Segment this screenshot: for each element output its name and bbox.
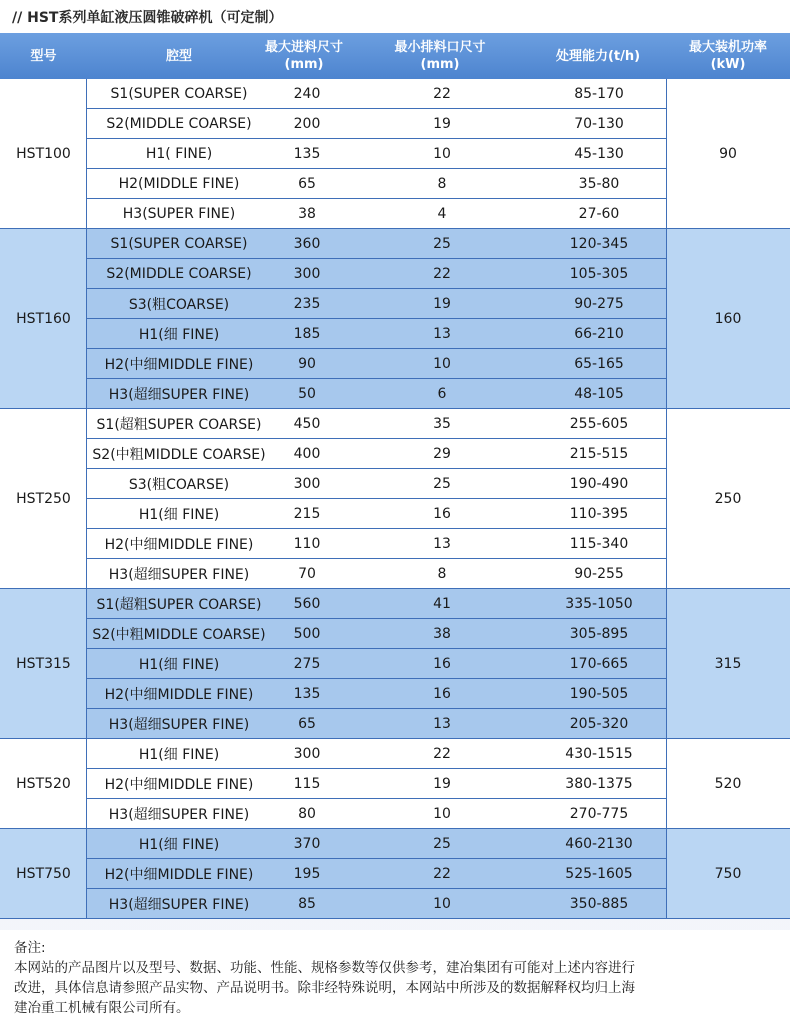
feed-size-cell: 80 bbox=[298, 806, 316, 822]
table-row bbox=[87, 559, 666, 589]
table-row bbox=[87, 889, 666, 919]
header-power-line2: (kW) bbox=[710, 57, 746, 72]
cavity-cell: H2(中细MIDDLE FINE) bbox=[104, 867, 254, 883]
header-model: 型号 bbox=[30, 48, 57, 64]
table-row bbox=[87, 229, 666, 259]
discharge-size-cell: 22 bbox=[433, 266, 451, 282]
capacity-cell: 430-1515 bbox=[565, 746, 633, 762]
feed-size-cell: 560 bbox=[293, 596, 321, 612]
capacity-cell: 45-130 bbox=[574, 146, 624, 162]
capacity-cell: 205-320 bbox=[569, 716, 629, 732]
table-row bbox=[87, 679, 666, 709]
power-value: 315 bbox=[714, 656, 742, 672]
header-power-line1: 最大装机功率 bbox=[688, 40, 767, 55]
cavity-cell: H1(细 FINE) bbox=[138, 657, 220, 673]
cavity-rows bbox=[87, 829, 666, 919]
feed-size-cell: 300 bbox=[293, 476, 321, 492]
discharge-size-cell: 10 bbox=[433, 896, 451, 912]
table-header bbox=[0, 33, 790, 79]
feed-size-cell: 70 bbox=[298, 566, 316, 582]
cavity-cell: S1(超粗SUPER COARSE) bbox=[96, 417, 262, 433]
group-divider bbox=[0, 918, 790, 919]
cavity-cell: H1(细 FINE) bbox=[138, 747, 220, 763]
feed-size-cell: 38 bbox=[298, 206, 316, 222]
table-row bbox=[87, 349, 666, 379]
model-name: HST750 bbox=[16, 866, 71, 882]
header-feed-line2: (mm) bbox=[284, 57, 324, 72]
feed-size-cell: 135 bbox=[293, 146, 321, 162]
model-name: HST520 bbox=[16, 776, 71, 792]
model-group bbox=[0, 829, 790, 919]
feed-size-cell: 215 bbox=[293, 506, 321, 522]
discharge-size-cell: 10 bbox=[433, 356, 451, 372]
table-row bbox=[87, 739, 666, 769]
capacity-cell: 35-80 bbox=[578, 176, 620, 192]
power-value: 520 bbox=[714, 776, 742, 792]
feed-size-cell: 300 bbox=[293, 266, 321, 282]
table-row bbox=[87, 799, 666, 829]
table-row bbox=[87, 589, 666, 619]
note-line-3: 建冶重工机械有限公司所有。 bbox=[14, 1000, 190, 1016]
note-line-1: 本网站的产品图片以及型号、数据、功能、性能、规格参数等仅供参考，建冶集团有可能对上述内容进行 bbox=[14, 960, 635, 976]
feed-size-cell: 50 bbox=[298, 386, 316, 402]
feed-size-cell: 240 bbox=[293, 86, 321, 102]
capacity-cell: 110-395 bbox=[569, 506, 629, 522]
cavity-cell: S1(SUPER COARSE) bbox=[110, 236, 248, 252]
header-feed-line1: 最大进料尺寸 bbox=[264, 40, 343, 55]
capacity-cell: 170-665 bbox=[569, 656, 629, 672]
cavity-cell: H2(MIDDLE FINE) bbox=[118, 176, 240, 192]
capacity-cell: 460-2130 bbox=[565, 836, 633, 852]
cavity-cell: H3(SUPER FINE) bbox=[122, 206, 236, 222]
capacity-cell: 105-305 bbox=[569, 266, 629, 282]
capacity-cell: 65-165 bbox=[574, 356, 624, 372]
feed-size-cell: 275 bbox=[293, 656, 321, 672]
feed-size-cell: 500 bbox=[293, 626, 321, 642]
cavity-cell: S2(中粗MIDDLE COARSE) bbox=[92, 627, 266, 643]
table-row bbox=[87, 109, 666, 139]
feed-size-cell: 370 bbox=[293, 836, 321, 852]
note-label: 备注: bbox=[14, 940, 46, 956]
model-group bbox=[0, 229, 790, 409]
discharge-size-cell: 19 bbox=[433, 776, 451, 792]
feed-size-cell: 110 bbox=[293, 536, 321, 552]
discharge-size-cell: 19 bbox=[433, 116, 451, 132]
header-feed-size bbox=[236, 33, 372, 79]
discharge-size-cell: 35 bbox=[433, 416, 451, 432]
capacity-cell: 120-345 bbox=[569, 236, 629, 252]
cavity-cell: S2(MIDDLE COARSE) bbox=[106, 266, 252, 282]
discharge-size-cell: 8 bbox=[437, 176, 447, 192]
feed-size-cell: 185 bbox=[293, 326, 321, 342]
capacity-cell: 305-895 bbox=[569, 626, 629, 642]
discharge-size-cell: 10 bbox=[433, 806, 451, 822]
capacity-cell: 270-775 bbox=[569, 806, 629, 822]
cavity-cell: H1(细 FINE) bbox=[138, 327, 220, 343]
discharge-size-cell: 22 bbox=[433, 746, 451, 762]
table-row bbox=[87, 859, 666, 889]
model-name: HST160 bbox=[16, 311, 71, 327]
capacity-cell: 255-605 bbox=[569, 416, 629, 432]
capacity-cell: 85-170 bbox=[574, 86, 624, 102]
cavity-rows bbox=[87, 229, 666, 409]
cavity-cell: H2(中细MIDDLE FINE) bbox=[104, 687, 254, 703]
capacity-cell: 66-210 bbox=[574, 326, 624, 342]
capacity-cell: 70-130 bbox=[574, 116, 624, 132]
discharge-size-cell: 25 bbox=[433, 836, 451, 852]
page-title: // HST系列单缸液压圆锥破碎机（可定制） bbox=[0, 0, 790, 33]
capacity-cell: 380-1375 bbox=[565, 776, 633, 792]
cavity-rows bbox=[87, 589, 666, 739]
feed-size-cell: 200 bbox=[293, 116, 321, 132]
cavity-cell: H2(中细MIDDLE FINE) bbox=[104, 537, 254, 553]
capacity-cell: 90-275 bbox=[574, 296, 624, 312]
cavity-cell: H1( FINE) bbox=[145, 146, 213, 162]
cavity-cell: H3(超细SUPER FINE) bbox=[108, 897, 250, 913]
capacity-cell: 90-255 bbox=[574, 566, 624, 582]
discharge-size-cell: 13 bbox=[433, 326, 451, 342]
cavity-cell: S3(粗COARSE) bbox=[128, 297, 230, 313]
table-row bbox=[87, 769, 666, 799]
feed-size-cell: 65 bbox=[298, 716, 316, 732]
table-row bbox=[87, 199, 666, 229]
capacity-cell: 525-1605 bbox=[565, 866, 633, 882]
capacity-cell: 190-505 bbox=[569, 686, 629, 702]
cavity-cell: H3(超细SUPER FINE) bbox=[108, 717, 250, 733]
table-row bbox=[87, 439, 666, 469]
table-row bbox=[87, 79, 666, 109]
discharge-size-cell: 29 bbox=[433, 446, 451, 462]
feed-size-cell: 235 bbox=[293, 296, 321, 312]
discharge-size-cell: 13 bbox=[433, 536, 451, 552]
discharge-size-cell: 41 bbox=[433, 596, 451, 612]
discharge-size-cell: 10 bbox=[433, 146, 451, 162]
table-row bbox=[87, 529, 666, 559]
cavity-cell: H3(超细SUPER FINE) bbox=[108, 807, 250, 823]
feed-size-cell: 135 bbox=[293, 686, 321, 702]
cavity-cell: S2(MIDDLE COARSE) bbox=[106, 116, 252, 132]
power-value: 90 bbox=[719, 146, 737, 162]
power-value: 160 bbox=[714, 311, 742, 327]
cavity-cell: H1(细 FINE) bbox=[138, 507, 220, 523]
model-group bbox=[0, 739, 790, 829]
feed-size-cell: 300 bbox=[293, 746, 321, 762]
model-name: HST100 bbox=[16, 146, 71, 162]
note-section bbox=[0, 930, 790, 1032]
discharge-size-cell: 19 bbox=[433, 296, 451, 312]
discharge-size-cell: 16 bbox=[433, 686, 451, 702]
cavity-cell: S1(SUPER COARSE) bbox=[110, 86, 248, 102]
discharge-size-cell: 22 bbox=[433, 86, 451, 102]
capacity-cell: 215-515 bbox=[569, 446, 629, 462]
cavity-cell: S1(超粗SUPER COARSE) bbox=[96, 597, 262, 613]
header-discharge-line1: 最小排料口尺寸 bbox=[394, 40, 486, 55]
power-value: 750 bbox=[714, 866, 742, 882]
capacity-cell: 335-1050 bbox=[565, 596, 633, 612]
discharge-size-cell: 6 bbox=[437, 386, 447, 402]
table-row bbox=[87, 649, 666, 679]
discharge-size-cell: 38 bbox=[433, 626, 451, 642]
header-cavity: 腔型 bbox=[165, 48, 192, 64]
model-group bbox=[0, 409, 790, 589]
cavity-cell: S3(粗COARSE) bbox=[128, 477, 230, 493]
cavity-cell: H2(中细MIDDLE FINE) bbox=[104, 357, 254, 373]
cavity-rows bbox=[87, 79, 666, 229]
discharge-size-cell: 16 bbox=[433, 506, 451, 522]
feed-size-cell: 450 bbox=[293, 416, 321, 432]
capacity-cell: 190-490 bbox=[569, 476, 629, 492]
capacity-cell: 350-885 bbox=[569, 896, 629, 912]
table-row bbox=[87, 319, 666, 349]
discharge-size-cell: 16 bbox=[433, 656, 451, 672]
discharge-size-cell: 22 bbox=[433, 866, 451, 882]
table-row bbox=[87, 409, 666, 439]
feed-size-cell: 85 bbox=[298, 896, 316, 912]
table-row bbox=[87, 379, 666, 409]
feed-size-cell: 400 bbox=[293, 446, 321, 462]
discharge-size-cell: 4 bbox=[437, 206, 447, 222]
cavity-cell: H3(超细SUPER FINE) bbox=[108, 387, 250, 403]
model-name: HST315 bbox=[16, 656, 71, 672]
table-row bbox=[87, 499, 666, 529]
header-discharge-line2: (mm) bbox=[420, 57, 460, 72]
model-name: HST250 bbox=[16, 491, 71, 507]
discharge-size-cell: 8 bbox=[437, 566, 447, 582]
capacity-cell: 48-105 bbox=[574, 386, 624, 402]
table-row bbox=[87, 289, 666, 319]
capacity-cell: 115-340 bbox=[569, 536, 629, 552]
feed-size-cell: 195 bbox=[293, 866, 321, 882]
feed-size-cell: 65 bbox=[298, 176, 316, 192]
discharge-size-cell: 25 bbox=[433, 236, 451, 252]
cavity-cell: S2(中粗MIDDLE COARSE) bbox=[92, 447, 266, 463]
cavity-rows bbox=[87, 739, 666, 829]
table-row bbox=[87, 169, 666, 199]
discharge-size-cell: 25 bbox=[433, 476, 451, 492]
model-group bbox=[0, 79, 790, 229]
table-row bbox=[87, 139, 666, 169]
feed-size-cell: 90 bbox=[298, 356, 316, 372]
capacity-cell: 27-60 bbox=[578, 206, 620, 222]
feed-size-cell: 115 bbox=[293, 776, 321, 792]
cavity-cell: H1(细 FINE) bbox=[138, 837, 220, 853]
power-value: 250 bbox=[714, 491, 742, 507]
note-line-2: 改进，具体信息请参照产品实物、产品说明书。除非经特殊说明，本网站中所涉及的数据解释权均归上海 bbox=[14, 980, 635, 996]
cavity-rows bbox=[87, 409, 666, 589]
table-row bbox=[87, 259, 666, 289]
header-capacity: 处理能力(t/h) bbox=[555, 48, 641, 64]
table-row bbox=[87, 469, 666, 499]
table-row bbox=[87, 619, 666, 649]
cavity-cell: H3(超细SUPER FINE) bbox=[108, 567, 250, 583]
table-row bbox=[87, 829, 666, 859]
table-row bbox=[87, 709, 666, 739]
header-power bbox=[666, 33, 790, 79]
feed-size-cell: 360 bbox=[293, 236, 321, 252]
discharge-size-cell: 13 bbox=[433, 716, 451, 732]
cavity-cell: H2(中细MIDDLE FINE) bbox=[104, 777, 254, 793]
model-group bbox=[0, 589, 790, 739]
header-discharge-size bbox=[372, 33, 508, 79]
